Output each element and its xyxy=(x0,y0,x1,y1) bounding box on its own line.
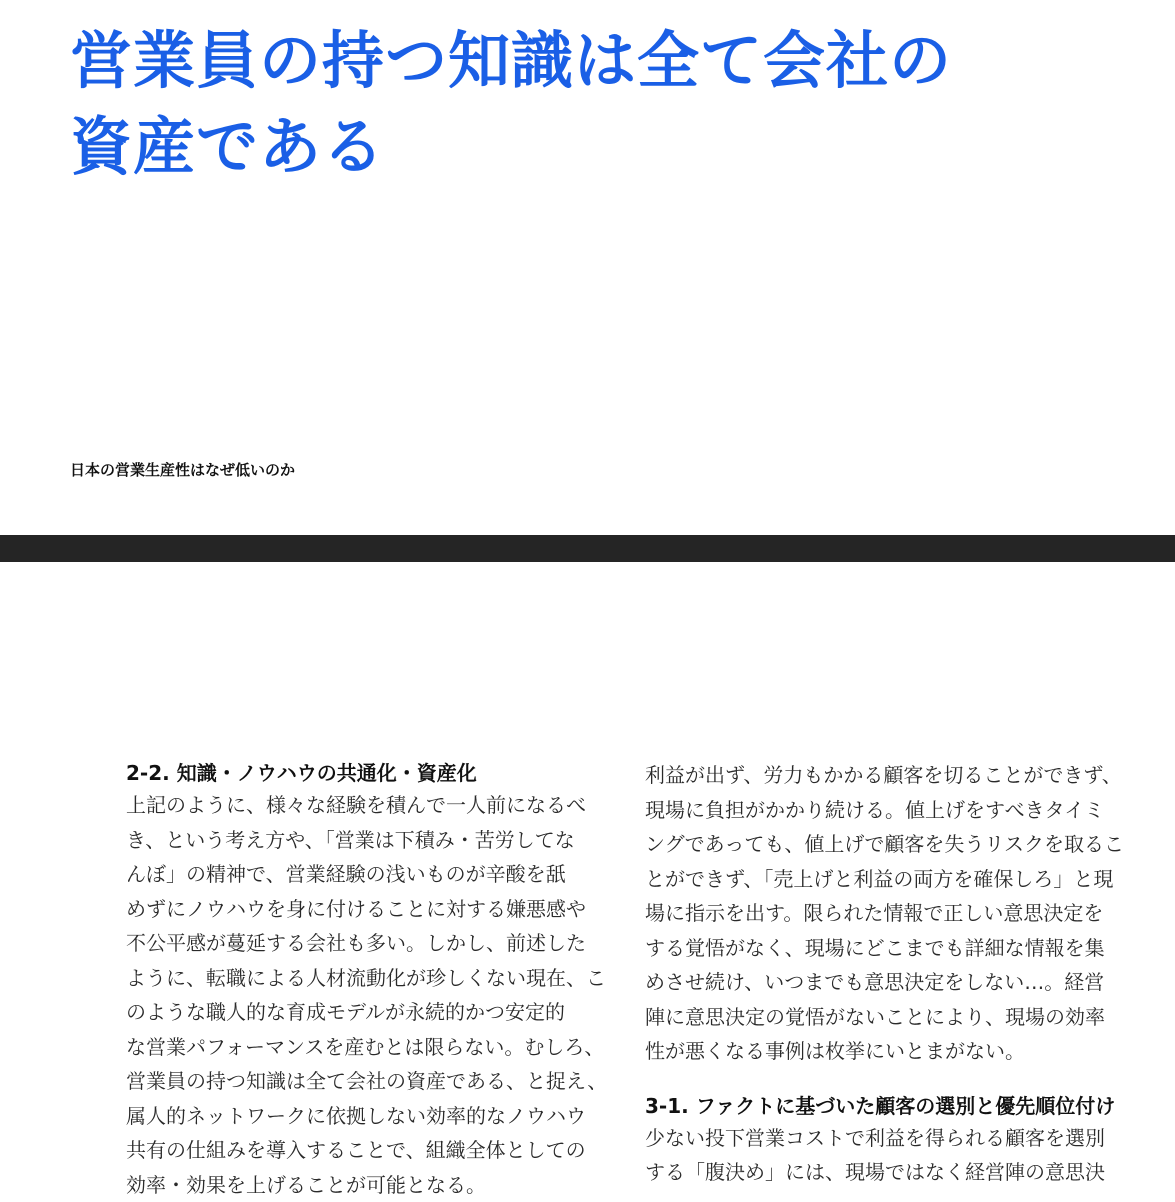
headline-line-1: 営業員の持つ知識は全て会社の xyxy=(70,18,1090,104)
body-text-line: 効率・効果を上げることが可能となる。 xyxy=(126,1168,636,1202)
body-text-line: めずにノウハウを身に付けることに対する嫌悪感や xyxy=(126,892,636,927)
body-text-line: する「腹決め」には、現場ではなく経営陣の意思決 xyxy=(645,1155,1155,1190)
right-column xyxy=(645,758,1155,1190)
body-text-line: 陣に意思決定の覚悟がないことにより、現場の効率 xyxy=(645,1000,1155,1035)
body-text-line: 現場に負担がかかり続ける。値上げをすべきタイミ xyxy=(645,793,1155,828)
body-text-line: 不公平感が蔓延する会社も多い。しかし、前述した xyxy=(126,926,636,961)
body-text-line: のような職人的な育成モデルが永続的かつ安定的 xyxy=(126,995,636,1030)
article-headline xyxy=(70,18,1090,190)
body-text-line: とができず、「売上げと利益の両方を確保しろ」と現 xyxy=(645,862,1155,897)
body-text-line: 営業員の持つ知識は全て会社の資産である、と捉え、 xyxy=(126,1064,636,1099)
body-text-line: ングであっても、値上げで顧客を失うリスクを取るこ xyxy=(645,827,1155,862)
body-text-line: 場に指示を出す。限られた情報で正しい意思決定を xyxy=(645,896,1155,931)
body-text-line: 上記のように、様々な経験を積んで一人前になるべ xyxy=(126,788,636,823)
section-label: 日本の営業生産性はなぜ低いのか xyxy=(70,459,295,480)
body-text-line: 性が悪くなる事例は枚挙にいとまがない。 xyxy=(645,1034,1155,1069)
body-text-line: ように、転職による人材流動化が珍しくない現在、こ xyxy=(126,961,636,996)
subsection-heading: 3-1. ファクトに基づいた顧客の選別と優先順位付け xyxy=(645,1091,1155,1121)
paragraph-gap xyxy=(645,1069,1155,1091)
divider-band xyxy=(0,535,1175,562)
body-text-line: き、という考え方や、「営業は下積み・苦労してな xyxy=(126,823,636,858)
left-column xyxy=(126,758,636,1202)
body-text-line: 利益が出ず、労力もかかる顧客を切ることができず、 xyxy=(645,758,1155,793)
body-text-line: する覚悟がなく、現場にどこまでも詳細な情報を集 xyxy=(645,931,1155,966)
headline-line-2: 資産である xyxy=(70,104,1090,190)
body-text-line: な営業パフォーマンスを産むとは限らない。むしろ、 xyxy=(126,1030,636,1065)
body-text-line: 属人的ネットワークに依拠しない効率的なノウハウ xyxy=(126,1099,636,1134)
body-text-line: んぼ」の精神で、営業経験の浅いものが辛酸を舐 xyxy=(126,857,636,892)
body-text-line: 共有の仕組みを導入することで、組織全体としての xyxy=(126,1133,636,1168)
body-text-line: めさせ続け、いつまでも意思決定をしない…。経営 xyxy=(645,965,1155,1000)
subsection-heading: 2-2. 知識・ノウハウの共通化・資産化 xyxy=(126,758,636,788)
body-text-line: 少ない投下営業コストで利益を得られる顧客を選別 xyxy=(645,1121,1155,1156)
